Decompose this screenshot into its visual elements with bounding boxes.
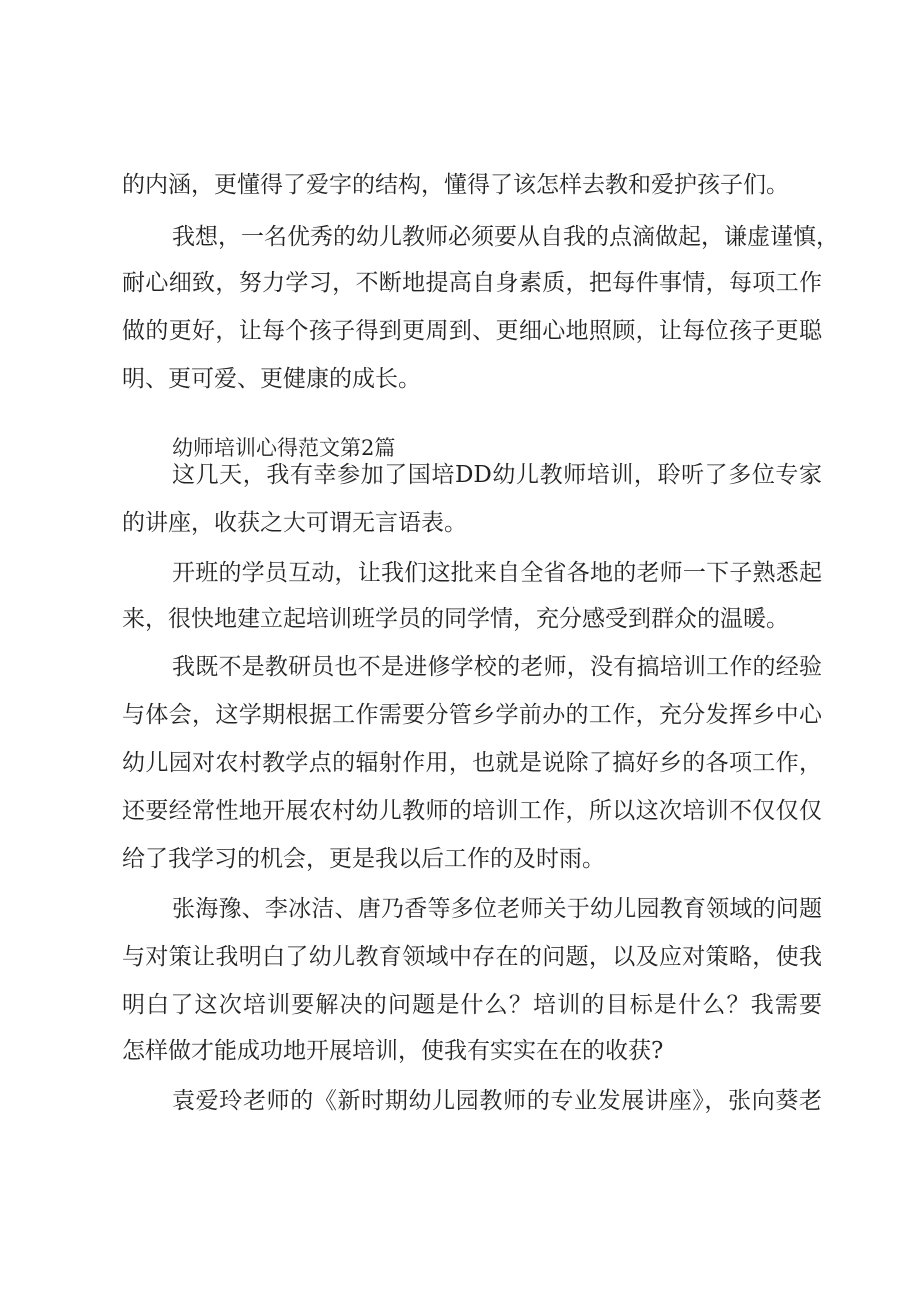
text-line: 我想，一名优秀的幼儿教师必须要从自我的点滴做起，谦虚谨慎， [172, 224, 839, 250]
text-line: 怎样做才能成功地开展培训，使我有实实在在的收获? [122, 1038, 664, 1064]
text-line: 还要经常性地开展农村幼儿教师的培训工作，所以这次培训不仅仅仅 [122, 798, 822, 824]
text-line: 这几天，我有幸参加了国培DD幼儿教师培训，聆听了多位专家 [172, 462, 822, 488]
section-heading: 幼师培训心得范文第2篇 [172, 436, 396, 460]
text-line: 袁爱玲老师的《新时期幼儿园教师的专业发展讲座》，张向葵老 [172, 1088, 822, 1114]
text-line: 给了我学习的机会，更是我以后工作的及时雨。 [122, 846, 605, 872]
text-line: 做的更好，让每个孩子得到更周到、更细心地照顾，让每位孩子更聪 [122, 318, 822, 344]
text-line: 的内涵，更懂得了爱字的结构，懂得了该怎样去教和爱护孩子们。 [122, 172, 789, 198]
text-line: 与对策让我明白了幼儿教育领域中存在的问题，以及应对策略，使我 [122, 944, 822, 970]
text-line: 明白了这次培训要解决的问题是什么？培训的目标是什么？我需要 [122, 992, 822, 1018]
text-line: 的讲座，收获之大可谓无言语表。 [122, 510, 467, 536]
text-line: 幼儿园对农村教学点的辐射作用，也就是说除了搞好乡的各项工作， [122, 750, 822, 776]
text-line: 与体会，这学期根据工作需要分管乡学前办的工作，充分发挥乡中心 [122, 702, 822, 728]
text-line: 张海豫、李冰洁、唐乃香等多位老师关于幼儿园教育领域的问题 [172, 896, 822, 922]
text-line: 来，很快地建立起培训班学员的同学情，充分感受到群众的温暖。 [122, 606, 789, 632]
text-line: 开班的学员互动，让我们这批来自全省各地的老师一下子熟悉起 [172, 560, 822, 586]
text-line: 耐心细致，努力学习，不断地提高自身素质，把每件事情，每项工作 [122, 270, 822, 296]
text-line: 我既不是教研员也不是进修学校的老师，没有搞培训工作的经验 [172, 654, 822, 680]
text-line: 明、更可爱、更健康的成长。 [122, 366, 421, 392]
